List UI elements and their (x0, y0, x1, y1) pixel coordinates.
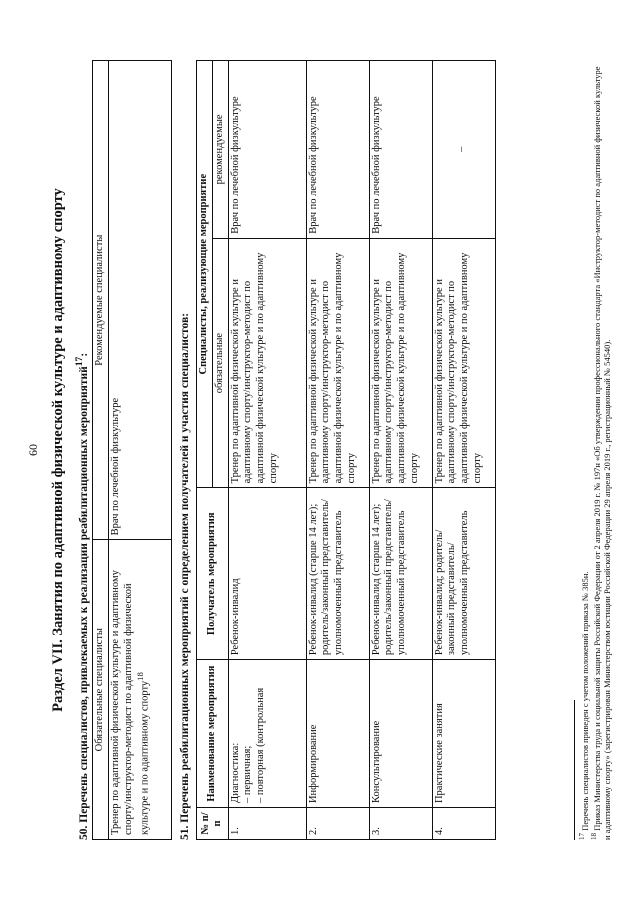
document-sheet (26, 60, 626, 840)
col-specialists: Специалисты, реализующие мероприятие (197, 61, 213, 488)
row-recipient: Ребенок-инвалид; родитель/законный представитель/уполномоченный представитель (432, 488, 495, 660)
section-50-heading-tail: : (77, 352, 90, 357)
row-required-specialists: Тренер по адаптивной физической культуре и адаптивному спорту/инструктор-методист по адаптивной физической культуре и по адаптивному спорту (228, 238, 306, 488)
footnote-marker: 18 (590, 832, 598, 840)
footnote-divider (574, 700, 575, 840)
col-recommended-specialists: Рекомендуемые специалисты (93, 61, 109, 540)
required-specialists-cell (108, 540, 171, 840)
col-measure-name: Наименование мероприятия (197, 660, 229, 808)
footnote-text: Перечень специалистов приведен с учетом положений приказа № 385н. (579, 571, 590, 831)
section-51-heading: 51. Перечень реабилитационных мероприятий с определением получателей и участия специалистов: (179, 312, 191, 840)
measures-table (196, 60, 496, 840)
col-required-specialists: Обязательные специалисты (93, 540, 109, 840)
footnote-text: Приказ Министерства труда и социальной защиты Российской Федерации от 2 апреля 2019 г. № 197н «Об утверждении профессионального стандарта «Инструктор-методист по адаптивной физической культуре и адаптивному спорту» (зарегистрирован Министерством юстиции Российской Федерации 29 апреля 2019 г., регистрационный № 54540). (591, 66, 613, 840)
row-number: 2. (306, 808, 369, 840)
row-recipient: Ребенок-инвалид (старше 14 лет); родитель/законный представитель/уполномоченный представитель (369, 488, 432, 660)
measure-subitem: – первичная; (242, 745, 254, 804)
measures-table-header (197, 61, 213, 840)
col-number: № п/п (197, 808, 229, 840)
table-row (369, 61, 432, 840)
row-recommended-specialists: Врач по лечебной физкультуре (306, 61, 369, 239)
row-measure-name (228, 660, 306, 808)
table-row (228, 61, 306, 840)
row-recommended-specialists: Врач по лечебной физкультуре (228, 61, 306, 239)
row-number: 4. (432, 808, 495, 840)
row-required-specialists: Тренер по адаптивной физической культуре и адаптивному спорту/инструктор-методист по адаптивной физической культуре и по адаптивному спорту (306, 238, 369, 488)
row-number: 1. (228, 808, 306, 840)
section-50-heading (74, 353, 90, 840)
row-measure-name: Практические занятия (432, 660, 495, 808)
col-specialists-required: обязательные (212, 238, 228, 488)
row-recipient: Ребенок-инвалид (228, 488, 306, 660)
specialists-table-header (93, 61, 109, 840)
row-required-specialists: Тренер по адаптивной физической культуре и адаптивному спорту/инструктор-методист по адаптивной физической культуре и по адаптивному спорту (432, 238, 495, 488)
section-50-heading-text: 50. Перечень специалистов, привлекаемых к реализации реабилитационных мероприятий (77, 366, 90, 840)
measure-subitem: – повторная (контрольная (255, 687, 267, 804)
row-measure-name: Консультирование (369, 660, 432, 808)
row-required-specialists: Тренер по адаптивной физической культуре и адаптивному спорту/инструктор-методист по адаптивной физической культуре и по адаптивному спорту (369, 238, 432, 488)
row-recommended-specialists: Врач по лечебной физкультуре (369, 61, 432, 239)
required-specialists-text: Тренер по адаптивной физической культуре и адаптивному спорту/инструктор-методист по адаптивной физической культуре и по адаптивному спорту (109, 570, 151, 835)
col-specialists-recommended: рекомендуемые (212, 61, 228, 239)
footnote-ref-17: 17 (74, 356, 85, 367)
footnote-17 (578, 60, 590, 840)
recommended-specialists-cell: Врач по лечебной физкультуре (108, 61, 171, 540)
specialists-table (92, 60, 172, 840)
empty-dash: – (455, 146, 467, 153)
row-recipient: Ребенок-инвалид (старше 14 лет); родитель/законный представитель/уполномоченный представитель (306, 488, 369, 660)
table-row (432, 61, 495, 840)
col-recipient: Получатель мероприятия (197, 488, 229, 660)
footnote-18 (590, 60, 613, 840)
footnote-ref-18: 18 (135, 672, 146, 681)
table-row (306, 61, 369, 840)
row-number: 3. (369, 808, 432, 840)
row-recommended-specialists (432, 61, 495, 239)
page-number: 60 (26, 444, 40, 456)
row-measure-name: Информирование (306, 660, 369, 808)
section-title: Раздел VII. Занятия по адаптивной физической культуре и адаптивному спорту (50, 188, 66, 712)
footnote-marker: 17 (578, 832, 586, 840)
specialists-table-row (108, 61, 171, 840)
measure-name-text: Диагностика: (229, 742, 241, 804)
